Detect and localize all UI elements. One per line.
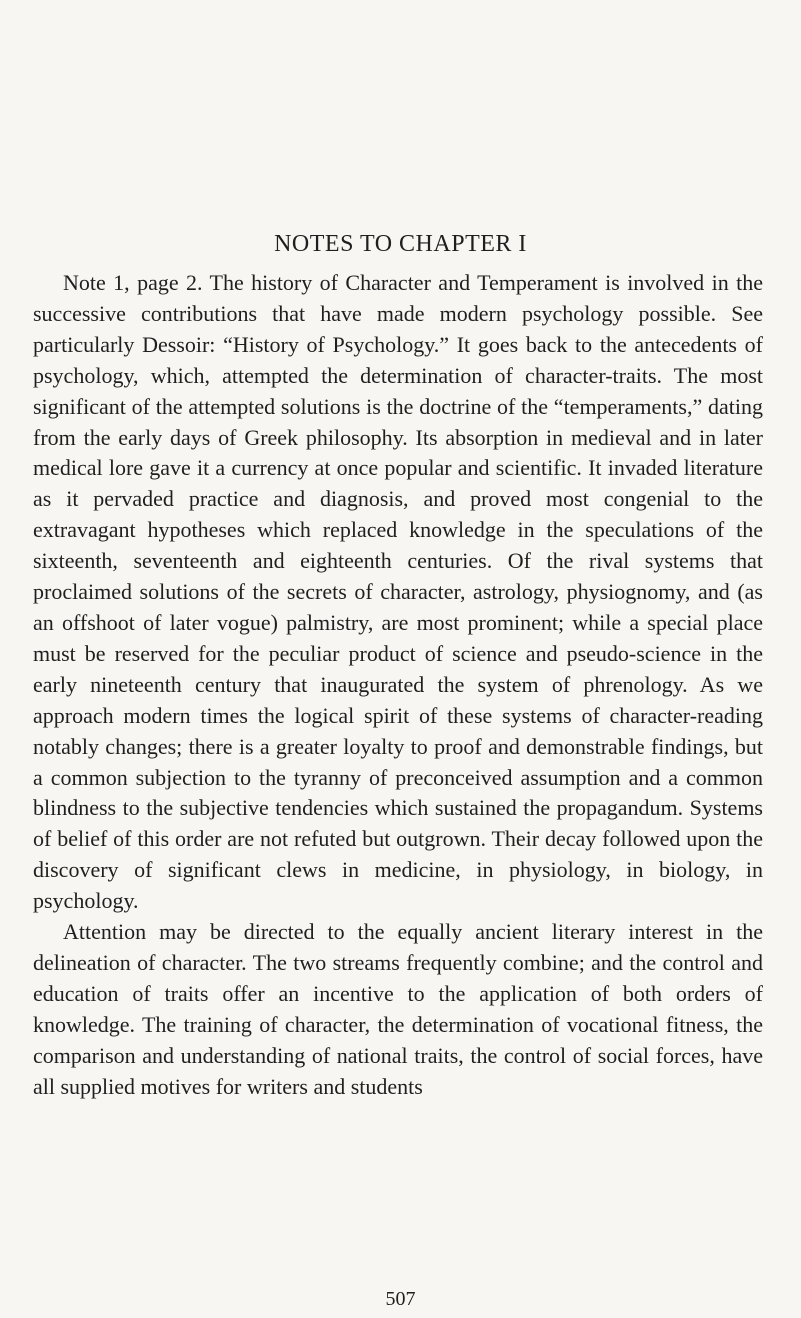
notes-body [33, 268, 763, 1102]
chapter-notes-title: NOTES TO CHAPTER I [274, 231, 527, 257]
note-paragraph-1: Note 1, page 2. The history of Character and Temperament is involved in the successive contributions that have made modern psychology possible. See particularly Dessoir: “History of Psychology.” It goes back to the antecedents of psychology, which, attempted the determination of character-traits. The most significant of the attempted solutions is the doctrine of the “temperaments,” dating from the early days of Greek philosophy. Its absorption in medieval and in later medical lore gave it a currency at once popular and scientific. It invaded literature as it pervaded practice and diagnosis, and proved most congenial to the extravagant hypotheses which replaced knowledge in the speculations of the sixteenth, seventeenth and eighteenth centuries. Of the rival systems that proclaimed solutions of the secrets of character, astrology, physiognomy, and (as an offshoot of later vogue) palmistry, are most prominent; while a special place must be reserved for the peculiar product of science and pseudo-science in the early nineteenth century that inaugurated the system of phrenology. As we approach modern times the logical spirit of these systems of character-reading notably changes; there is a greater loyalty to proof and demonstrable findings, but a common subjection to the tyranny of preconceived assumption and a common blindness to the subjective tendencies which sustained the propagandum. Systems of belief of this order are not refuted but outgrown. Their decay followed upon the discovery of significant clews in medicine, in physiology, in biology, in psychology. [33, 270, 763, 914]
note-paragraph-2: Attention may be directed to the equally ancient literary interest in the delineation of character. The two streams frequently combine; and the control and education of traits offer an incentive to the application of both orders of knowledge. The training of character, the determination of vocational fitness, the comparison and understanding of national traits, the control of social forces, have all supplied motives for writers and students [33, 919, 763, 1099]
page-number: 507 [385, 1288, 416, 1310]
